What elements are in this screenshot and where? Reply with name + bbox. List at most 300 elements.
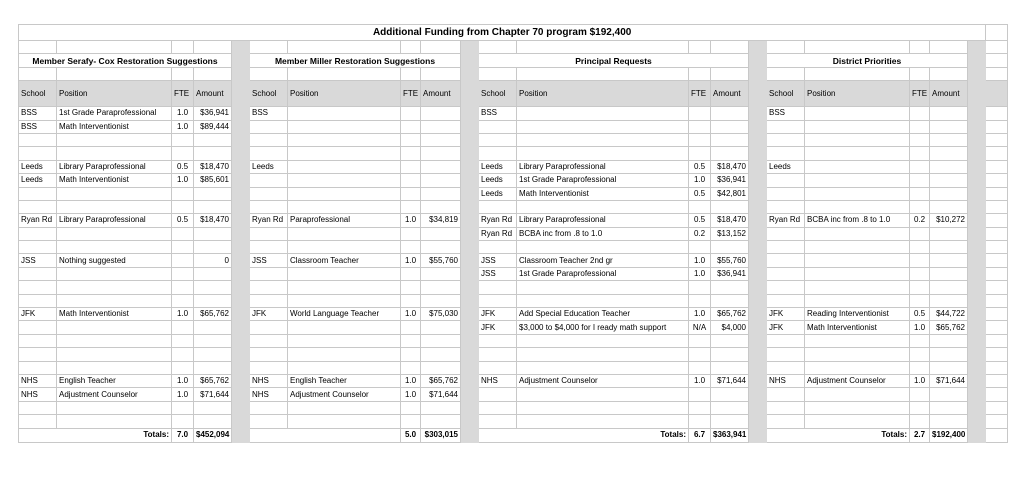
school-cell <box>767 281 805 294</box>
sheet-title: Additional Funding from Chapter 70 program $192,400 <box>19 25 986 41</box>
position-cell: Reading Interventionist <box>805 308 910 321</box>
column-separator <box>461 267 479 280</box>
fte-cell <box>401 200 421 213</box>
amount-cell <box>194 281 232 294</box>
cell <box>986 187 1008 200</box>
header-position: Position <box>517 81 689 107</box>
position-cell: Library Paraprofessional <box>57 214 172 227</box>
school-cell: JFK <box>19 308 57 321</box>
column-separator <box>232 415 250 428</box>
amount-cell <box>711 107 749 120</box>
fte-cell <box>689 200 711 213</box>
amount-cell <box>421 160 461 173</box>
cell <box>805 41 910 54</box>
school-cell <box>479 294 517 307</box>
cell <box>986 81 1008 107</box>
cell <box>250 67 288 80</box>
school-cell: Ryan Rd <box>479 227 517 240</box>
fte-cell <box>172 294 194 307</box>
amount-cell <box>711 388 749 401</box>
position-cell <box>288 187 401 200</box>
cell <box>689 67 711 80</box>
amount-cell: $18,470 <box>711 160 749 173</box>
table-row <box>19 348 1008 361</box>
amount-cell <box>421 174 461 187</box>
column-separator <box>968 187 986 200</box>
amount-cell: $75,030 <box>421 308 461 321</box>
amount-cell <box>421 281 461 294</box>
column-separator <box>749 241 767 254</box>
fte-cell <box>401 107 421 120</box>
column-separator <box>461 334 479 347</box>
column-separator <box>461 160 479 173</box>
column-separator <box>749 348 767 361</box>
fte-cell <box>401 241 421 254</box>
fte-cell <box>401 160 421 173</box>
fte-cell <box>689 107 711 120</box>
position-cell <box>288 120 401 133</box>
fte-cell: 1.0 <box>172 388 194 401</box>
school-cell <box>19 133 57 146</box>
header-fte: FTE <box>172 81 194 107</box>
position-cell <box>288 361 401 374</box>
cell <box>986 41 1008 54</box>
totals-fte: 6.7 <box>689 428 711 442</box>
school-cell: BSS <box>19 120 57 133</box>
position-cell: Classroom Teacher 2nd gr <box>517 254 689 267</box>
amount-cell: $36,941 <box>194 107 232 120</box>
column-separator <box>968 374 986 387</box>
position-cell <box>805 294 910 307</box>
fte-cell <box>172 227 194 240</box>
cell <box>767 67 805 80</box>
fte-cell: 1.0 <box>172 174 194 187</box>
position-cell: BCBA inc from .8 to 1.0 <box>805 214 910 227</box>
position-cell <box>805 361 910 374</box>
amount-cell <box>194 227 232 240</box>
column-separator <box>968 321 986 334</box>
column-separator <box>232 227 250 240</box>
column-separator <box>749 374 767 387</box>
school-cell: BSS <box>767 107 805 120</box>
amount-cell: $65,762 <box>421 374 461 387</box>
column-separator <box>749 133 767 146</box>
fte-cell: 1.0 <box>172 374 194 387</box>
school-cell <box>250 187 288 200</box>
column-separator <box>461 294 479 307</box>
fte-cell: 0.5 <box>689 187 711 200</box>
column-separator <box>749 187 767 200</box>
school-cell: NHS <box>19 374 57 387</box>
fte-cell <box>910 133 930 146</box>
school-cell <box>250 348 288 361</box>
position-cell <box>57 281 172 294</box>
school-cell <box>479 200 517 213</box>
school-cell <box>250 321 288 334</box>
position-cell <box>805 187 910 200</box>
position-cell <box>805 241 910 254</box>
position-cell <box>57 294 172 307</box>
table-row <box>19 321 1008 334</box>
position-cell <box>517 107 689 120</box>
amount-cell <box>930 241 968 254</box>
position-cell <box>805 133 910 146</box>
header-fte: FTE <box>401 81 421 107</box>
column-separator <box>749 334 767 347</box>
fte-cell: 1.0 <box>689 254 711 267</box>
cell <box>479 41 517 54</box>
fte-cell: 0.2 <box>910 214 930 227</box>
fte-cell <box>172 415 194 428</box>
fte-cell <box>689 294 711 307</box>
position-cell <box>805 254 910 267</box>
fte-cell: 1.0 <box>689 174 711 187</box>
amount-cell <box>194 361 232 374</box>
column-separator <box>461 120 479 133</box>
cell <box>986 321 1008 334</box>
cell <box>986 160 1008 173</box>
cell <box>767 41 805 54</box>
table-row <box>19 294 1008 307</box>
fte-cell <box>401 120 421 133</box>
fte-cell <box>689 401 711 414</box>
cell <box>250 41 288 54</box>
position-cell <box>288 334 401 347</box>
amount-cell: $55,760 <box>421 254 461 267</box>
amount-cell: $65,762 <box>194 374 232 387</box>
amount-cell <box>930 401 968 414</box>
cell <box>421 41 461 54</box>
position-cell <box>57 200 172 213</box>
column-separator <box>232 334 250 347</box>
cell <box>401 67 421 80</box>
column-separator <box>749 361 767 374</box>
school-cell: NHS <box>250 388 288 401</box>
school-cell <box>767 254 805 267</box>
position-cell: Adjustment Counselor <box>517 374 689 387</box>
column-separator <box>749 147 767 160</box>
fte-cell: 1.0 <box>401 254 421 267</box>
amount-cell <box>421 294 461 307</box>
fte-cell <box>401 415 421 428</box>
position-cell: 1st Grade Paraprofessional <box>517 174 689 187</box>
fte-cell <box>401 294 421 307</box>
fte-cell: 0.5 <box>910 308 930 321</box>
column-separator <box>968 254 986 267</box>
amount-cell: $18,470 <box>711 214 749 227</box>
column-separator <box>232 107 250 120</box>
table-row <box>19 160 1008 173</box>
blank-row <box>19 67 1008 80</box>
amount-cell: $71,644 <box>930 374 968 387</box>
school-cell: Leeds <box>250 160 288 173</box>
column-separator <box>968 428 986 442</box>
fte-cell <box>910 107 930 120</box>
fte-cell <box>172 281 194 294</box>
column-separator <box>461 133 479 146</box>
school-cell <box>19 348 57 361</box>
fte-cell <box>910 388 930 401</box>
fte-cell: 1.0 <box>910 374 930 387</box>
school-cell <box>767 401 805 414</box>
cell <box>805 67 910 80</box>
position-cell <box>288 401 401 414</box>
amount-cell <box>421 120 461 133</box>
position-cell: English Teacher <box>57 374 172 387</box>
position-cell <box>288 160 401 173</box>
column-separator <box>232 254 250 267</box>
column-separator <box>232 120 250 133</box>
amount-cell: $18,470 <box>194 160 232 173</box>
position-cell <box>288 107 401 120</box>
header-fte: FTE <box>910 81 930 107</box>
amount-cell <box>421 200 461 213</box>
fte-cell: 1.0 <box>172 308 194 321</box>
school-cell: JFK <box>767 308 805 321</box>
column-separator <box>749 294 767 307</box>
cell <box>986 361 1008 374</box>
amount-cell <box>194 241 232 254</box>
position-cell <box>57 348 172 361</box>
cell <box>986 107 1008 120</box>
cell <box>986 214 1008 227</box>
header-school: School <box>19 81 57 107</box>
amount-cell <box>930 187 968 200</box>
cell <box>57 41 172 54</box>
position-cell <box>805 415 910 428</box>
position-cell <box>57 415 172 428</box>
school-cell: Leeds <box>767 160 805 173</box>
amount-cell <box>194 401 232 414</box>
amount-cell <box>194 267 232 280</box>
school-cell: Leeds <box>479 187 517 200</box>
amount-cell <box>930 294 968 307</box>
column-separator <box>968 361 986 374</box>
amount-cell: $85,601 <box>194 174 232 187</box>
amount-cell <box>711 147 749 160</box>
cell <box>986 308 1008 321</box>
cell <box>930 67 968 80</box>
amount-cell <box>711 294 749 307</box>
amount-cell <box>711 200 749 213</box>
school-cell <box>19 187 57 200</box>
column-separator <box>461 54 479 67</box>
school-cell <box>19 227 57 240</box>
cell <box>986 133 1008 146</box>
cell <box>172 67 194 80</box>
school-cell <box>19 294 57 307</box>
column-separator <box>968 294 986 307</box>
header-position: Position <box>57 81 172 107</box>
column-separator <box>461 174 479 187</box>
amount-cell <box>711 348 749 361</box>
amount-cell <box>930 415 968 428</box>
position-cell: Adjustment Counselor <box>805 374 910 387</box>
fte-cell <box>910 187 930 200</box>
position-cell <box>288 348 401 361</box>
cell <box>986 388 1008 401</box>
school-cell <box>19 415 57 428</box>
table-row <box>19 281 1008 294</box>
amount-cell <box>421 107 461 120</box>
amount-cell <box>194 321 232 334</box>
school-cell <box>479 388 517 401</box>
column-separator <box>749 227 767 240</box>
fte-cell <box>172 187 194 200</box>
cell <box>930 41 968 54</box>
column-separator <box>232 54 250 67</box>
fte-cell <box>172 321 194 334</box>
cell <box>986 147 1008 160</box>
header-school: School <box>479 81 517 107</box>
fte-cell: 0.5 <box>172 160 194 173</box>
title-row <box>19 25 1008 41</box>
header-amount: Amount <box>711 81 749 107</box>
fte-cell <box>689 120 711 133</box>
position-cell: Math Interventionist <box>805 321 910 334</box>
fte-cell <box>689 415 711 428</box>
amount-cell <box>421 321 461 334</box>
school-cell: Ryan Rd <box>479 214 517 227</box>
column-separator <box>232 67 250 80</box>
position-cell <box>517 147 689 160</box>
table-row <box>19 308 1008 321</box>
position-cell <box>805 107 910 120</box>
cell <box>19 41 57 54</box>
column-separator <box>232 214 250 227</box>
school-cell <box>19 401 57 414</box>
school-cell: Leeds <box>19 160 57 173</box>
column-separator <box>461 374 479 387</box>
fte-cell <box>401 227 421 240</box>
school-cell: NHS <box>479 374 517 387</box>
column-separator <box>968 415 986 428</box>
amount-cell <box>930 267 968 280</box>
amount-cell <box>930 281 968 294</box>
column-separator <box>749 281 767 294</box>
position-cell <box>517 120 689 133</box>
column-separator <box>968 107 986 120</box>
fte-cell: 1.0 <box>401 388 421 401</box>
school-cell <box>767 267 805 280</box>
totals-label <box>250 428 401 442</box>
amount-cell <box>930 160 968 173</box>
amount-cell <box>930 334 968 347</box>
amount-cell: $4,000 <box>711 321 749 334</box>
fte-cell <box>401 174 421 187</box>
fte-cell: 1.0 <box>689 374 711 387</box>
fte-cell <box>910 294 930 307</box>
section-title: Principal Requests <box>479 54 749 67</box>
cell <box>517 41 689 54</box>
column-separator <box>232 267 250 280</box>
cell <box>986 254 1008 267</box>
fte-cell <box>910 227 930 240</box>
amount-cell <box>930 388 968 401</box>
position-cell <box>517 294 689 307</box>
cell <box>986 227 1008 240</box>
column-separator <box>749 415 767 428</box>
column-separator <box>461 241 479 254</box>
column-separator <box>461 388 479 401</box>
blank-row <box>19 41 1008 54</box>
column-separator <box>461 361 479 374</box>
school-cell: JFK <box>479 321 517 334</box>
column-separator <box>232 401 250 414</box>
column-separator <box>461 200 479 213</box>
school-cell <box>19 281 57 294</box>
column-separator <box>968 241 986 254</box>
school-cell <box>767 334 805 347</box>
school-cell: NHS <box>19 388 57 401</box>
fte-cell <box>689 241 711 254</box>
amount-cell: $10,272 <box>930 214 968 227</box>
totals-label: Totals: <box>479 428 689 442</box>
position-cell <box>517 200 689 213</box>
cell <box>986 120 1008 133</box>
column-separator <box>461 107 479 120</box>
fte-cell <box>910 120 930 133</box>
fte-cell <box>910 241 930 254</box>
position-cell <box>517 281 689 294</box>
fte-cell: 1.0 <box>172 120 194 133</box>
school-cell <box>250 294 288 307</box>
fte-cell <box>401 267 421 280</box>
column-separator <box>461 348 479 361</box>
fte-cell <box>689 348 711 361</box>
amount-cell <box>421 241 461 254</box>
cell <box>986 348 1008 361</box>
school-cell: Ryan Rd <box>767 214 805 227</box>
position-cell <box>805 267 910 280</box>
amount-cell <box>930 107 968 120</box>
school-cell <box>767 348 805 361</box>
position-cell: Add Special Education Teacher <box>517 308 689 321</box>
column-separator <box>461 308 479 321</box>
school-cell: Ryan Rd <box>19 214 57 227</box>
amount-cell <box>711 241 749 254</box>
school-cell: JSS <box>19 254 57 267</box>
cell <box>19 67 57 80</box>
school-cell <box>19 321 57 334</box>
column-separator <box>232 41 250 54</box>
fte-cell <box>172 133 194 146</box>
fte-cell <box>172 361 194 374</box>
cell <box>194 41 232 54</box>
cell <box>711 67 749 80</box>
amount-cell <box>930 174 968 187</box>
column-separator <box>968 267 986 280</box>
amount-cell: $44,722 <box>930 308 968 321</box>
cell <box>986 267 1008 280</box>
column-separator <box>968 200 986 213</box>
table-row <box>19 415 1008 428</box>
cell <box>910 41 930 54</box>
position-cell <box>57 361 172 374</box>
fte-cell <box>910 160 930 173</box>
column-separator <box>461 415 479 428</box>
position-cell: Math Interventionist <box>517 187 689 200</box>
amount-cell <box>421 147 461 160</box>
school-cell <box>767 294 805 307</box>
fte-cell <box>401 334 421 347</box>
school-cell <box>19 334 57 347</box>
school-cell <box>250 227 288 240</box>
fte-cell <box>401 133 421 146</box>
column-separator <box>232 174 250 187</box>
totals-amount: $303,015 <box>421 428 461 442</box>
column-separator <box>461 147 479 160</box>
